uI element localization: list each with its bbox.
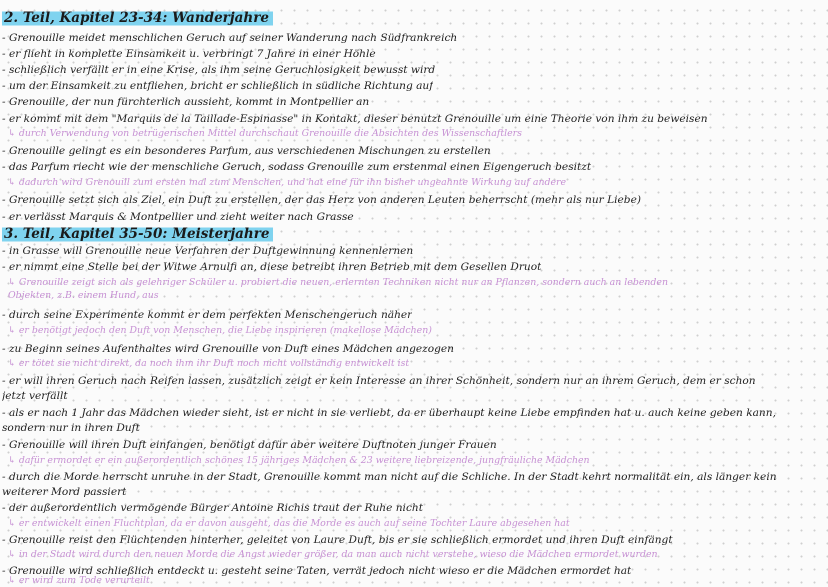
note-line: - durch die Morde herrscht unruhe in der Stadt, Grenouille kommt man nicht auf die Schliche. In der Stadt kehrt normalität ein, als länger kein <box>2 471 777 483</box>
sub-note-line: ↳ dadurch wird Grenouill zum ersten mal zum Menschen, und hat eine für ihn bisher ungeahnte Wirkung auf andere <box>8 177 567 188</box>
note-line: - er flieht in komplette Einsamkeit u. verbringt 7 Jahre in einer Höhle <box>2 48 376 60</box>
section-heading-meisterjahre: 3. Teil, Kapitel 35-50: Meisterjahre <box>2 226 273 243</box>
note-line: weiterer Mord passiert <box>2 486 127 498</box>
note-line: - er will ihren Geruch nach Reifen lassen, zusätzlich zeigt er kein Interesse an ihrer Schönheit, sondern nur an ihrem Geruch, dem er schon <box>2 375 756 387</box>
sub-note-line: Objekten, z.B. einem Hund, aus <box>8 290 159 301</box>
note-line: - Grenouille will ihren Duft einfangen, benötigt dafür aber weitere Duftnoten junger Frauen <box>2 439 497 451</box>
sub-note-line: ↳ er wird zum Tode verurteilt <box>8 575 150 586</box>
note-line: - Grenouille, der nun fürchterlich aussieht, kommt in Montpellier an <box>2 96 370 108</box>
note-line: - durch seine Experimente kommt er dem perfekten Menschengeruch näher <box>2 309 413 321</box>
note-line: - in Grasse will Grenouille neue Verfahren der Duftgewinnung kennenlernen <box>2 245 414 257</box>
sub-note-line: ↳ dafür ermordet er ein außerordentlich schönes 15 jähriges Mädchen & 23 weitere liebreizende, jungfräuliche Mädchen <box>8 455 590 466</box>
sub-note-line: ↳ er tötet sie nicht direkt, da noch ihm ihr Duft noch nicht vollständig entwickelt ist <box>8 358 410 369</box>
note-line: - er kommt mit dem "Marquis de la Taillade-Espinasse" in Kontakt, dieser benutzt Grenouille um eine Theorie von ihm zu beweisen <box>2 113 708 125</box>
section-heading-wanderjahre: 2. Teil, Kapitel 23-34: Wanderjahre <box>2 10 273 27</box>
note-line: - Grenouille wird schließlich entdeckt u. gesteht seine Taten, verrät jedoch nicht wieso er die Mädchen ermordet hat <box>2 565 632 577</box>
note-line: - zu Beginn seines Aufenthaltes wird Grenouille von Duft eines Mädchen angezogen <box>2 343 454 355</box>
sub-note-line: ↳ er benötigt jedoch den Duft von Menschen, die Liebe inspirieren (makellose Mädchen) <box>8 325 432 336</box>
note-line: - das Parfum riecht wie der menschliche Geruch, sodass Grenouille zum erstenmal einen Eigengeruch besitzt <box>2 161 592 173</box>
note-line: - um der Einsamkeit zu entfliehen, bricht er schließlich in südliche Richtung auf <box>2 80 434 92</box>
sub-note-line: ↳ durch Verwendung von betrügerischen Mittel durchschaut Grenouille die Absichten des Wissenschaftlers <box>8 128 522 139</box>
note-line: - der außerordentlich vermögende Bürger Antoine Richis traut der Ruhe nicht <box>2 502 423 514</box>
note-line: - schließlich verfällt er in eine Krise, als ihm seine Geruchlosigkeit bewusst wird <box>2 64 436 76</box>
note-line: - Grenouille meidet menschlichen Geruch auf seiner Wanderung nach Südfrankreich <box>2 32 458 44</box>
sub-note-line: ↳ er entwickelt einen Fluchtplan, da er davon ausgeht, das die Morde es auch auf seine Tochter Laure abgesehen hat <box>8 518 570 529</box>
note-line: - als er nach 1 Jahr das Mädchen wieder sieht, ist er nicht in sie verliebt, da er überhaupt keine Liebe empfinden hat u. auch keine geben kann, <box>2 407 776 419</box>
note-line: - Grenouille setzt sich als Ziel, ein Duft zu erstellen, der das Herz von anderen Leuten beherrscht (mehr als nur Liebe) <box>2 194 641 206</box>
note-line: - Grenouille reist den Flüchtenden hinterher, geleitet von Laure Duft, bis er sie schließlich ermordet und ihren Duft einfängt <box>2 534 673 546</box>
note-line: - er verlässt Marquis & Montpellier und zieht weiter nach Grasse <box>2 211 354 223</box>
note-line: - er nimmt eine Stelle bei der Witwe Arnulfi an, diese betreibt ihren Betrieb mit dem Gesellen Druot <box>2 261 542 273</box>
note-line: - Grenouille gelingt es ein besonderes Parfum, aus verschiedenen Mischungen zu erstellen <box>2 145 491 157</box>
sub-note-line: ↳ Grenouille zeigt sich als gelehriger Schüler u. probiert die neuen, erlernten Techniken nicht nur an Pflanzen, sondern auch an lebenden <box>8 277 668 288</box>
sub-note-line: ↳ in der Stadt wird durch den neuen Morde die Angst wieder größer, da man auch nicht verstehe, wieso die Mädchen ermordet wurden <box>8 549 658 560</box>
note-line: jetzt verfällt <box>2 390 68 402</box>
note-line: sondern nur in ihren Duft <box>2 422 140 434</box>
